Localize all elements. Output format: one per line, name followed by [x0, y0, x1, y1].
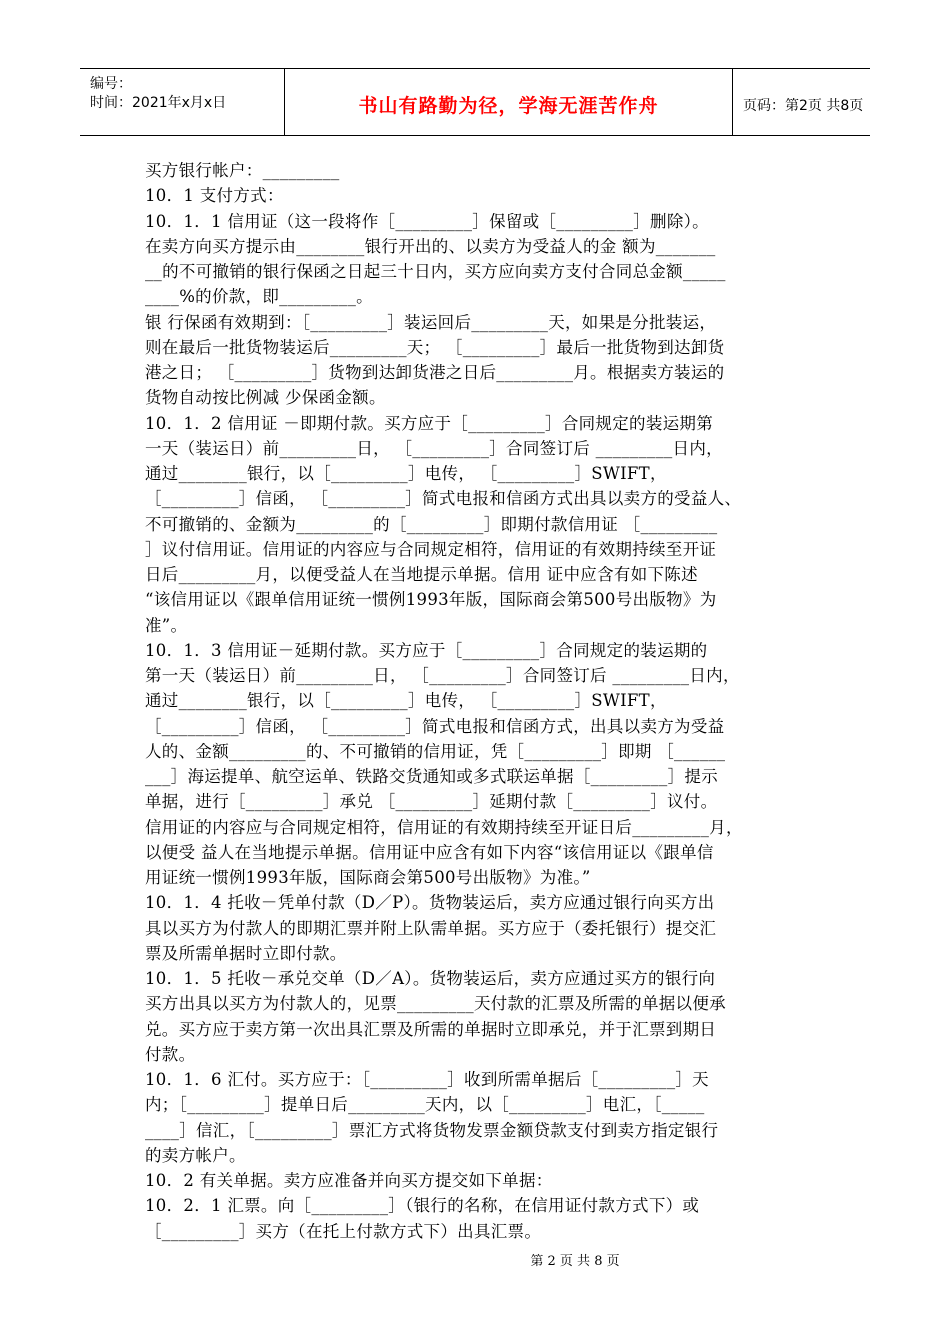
document-date-label: 时间：2021年x月x日 [90, 95, 227, 111]
header-page-cell [733, 69, 870, 135]
document-body [145, 158, 815, 1244]
body-line: 港之日； ［_________］货物到达卸货港之日后_________月。根据卖方装运的 [145, 363, 725, 382]
body-line: 货物自动按比例减 少保函金额。 [145, 388, 386, 408]
document-number-label: 编号： [90, 76, 132, 92]
body-line: 10．1．2 信用证 －即期付款。买方应于［_________］合同规定的装运期第 [145, 413, 714, 433]
header-motto: 书山有路勤为径，学海无涯苦作舟 [358, 95, 659, 117]
body-line: 10．1．1 信用证（这一段将作［_________］保留或［_________］删除）。 [145, 211, 709, 231]
body-line: 人的、金额_________的、不可撤销的信用证，凭［_________］即期 ［______ [145, 741, 726, 761]
body-line: 10．1．5 托收－承兑交单（D／A）。货物装运后，卖方应通过买方的银行向 [145, 969, 716, 988]
body-line: 日后_________月，以便受益人在当地提示单据。信用 证中应含有如下陈述 [145, 565, 698, 584]
body-line: 在卖方向买方提示由________银行开出的、以卖方为受益人的金 额为_______ [145, 236, 716, 256]
body-line: 通过________银行，以［_________］电传， ［_________］SWIFT， [145, 691, 667, 711]
body-line: 买方银行帐户：_________ [145, 161, 340, 180]
body-line: 的卖方帐户。 [145, 1145, 246, 1165]
body-line: 10．1．3 信用证－延期付款。买方应于［_________］合同规定的装运期的 [145, 640, 708, 660]
body-line: 具以买方为付款人的即期汇票并附上队需单据。买方应于（委托银行）提交汇 [145, 918, 717, 938]
body-line: 信用证的内容应与合同规定相符，信用证的有效期持续至开证日后_________月， [145, 817, 743, 837]
body-line: 10．1 支付方式： [145, 186, 284, 206]
body-line: 买方出具以买方为付款人的，见票_________天付款的汇票及所需的单据以便承 [145, 994, 726, 1014]
body-line: ［_________］信函， ［_________］简式电报和信函方式，出具以卖方为受益 [145, 716, 725, 736]
body-line: ____］信汇，［_________］票汇方式将货物发票金额贷款支付到卖方指定银行 [145, 1120, 719, 1140]
header-page-label: 页码：第2页 共8页 [743, 98, 864, 114]
body-line: 10．2 有关单据。卖方应准备并向买方提交如下单据： [145, 1171, 553, 1190]
body-line: 银 行保函有效期到：［_________］装运回后_________天，如果是分批装运， [145, 312, 717, 332]
body-line: 通过________银行，以［_________］电传， ［_________］SWIFT， [145, 464, 667, 483]
body-line: 用证统一惯例1993年版，国际商会第500号出版物》为准。” [145, 868, 591, 887]
body-line: 准”。 [145, 615, 188, 635]
body-line: ［_________］买方（在托上付款方式下）出具汇票。 [145, 1221, 542, 1241]
body-line: ____%的价款，即_________。 [145, 287, 373, 307]
body-line: ［_________］信函， ［_________］简式电报和信函方式出具以卖方的受益人、 [145, 489, 742, 509]
body-line: 内；［_________］提单日后_________天内，以［_________］电汇，［_____ [145, 1095, 705, 1115]
body-line: 则在最后一批货物装运后_________天； ［_________］最后一批货物到达卸货 [145, 337, 725, 357]
header-motto-cell [285, 69, 732, 135]
body-line: 票及所需单据时立即付款。 [145, 943, 347, 963]
header-meta [80, 69, 284, 135]
body-line: “该信用证以《跟单信用证统一惯例1993年版，国际商会第500号出版物》为 [145, 590, 717, 610]
body-line: 兑。买方应于卖方第一次出具汇票及所需的单据时立即承兑，并于汇票到期日 [145, 1019, 717, 1039]
body-line: ］议付信用证。信用证的内容应与合同规定相符，信用证的有效期持续至开证 [145, 539, 717, 559]
body-line: 一天（装运日）前_________日， ［_________］合同签订后 _________日内， [145, 438, 723, 458]
body-line: 付款。 [145, 1044, 196, 1064]
body-line: 不可撤销的、金额为_________的［_________］即期付款信用证 ［_________ [145, 514, 718, 534]
body-line: 10．2．1 汇票。向［_________］（银行的名称，在信用证付款方式下）或 [145, 1196, 700, 1216]
footer-page-number: 第 2 页 共 8 页 [530, 1254, 620, 1269]
page-header [80, 68, 870, 136]
body-line: 10．1．4 托收－凭单付款（D／P）。货物装运后，卖方应通过银行向买方出 [145, 893, 715, 913]
body-line: 以便受 益人在当地提示单据。信用证中应含有如下内容“该信用证以《跟单信 [145, 842, 714, 862]
body-line: 10．1．6 汇付。买方应于：［_________］收到所需单据后［_________］天 [145, 1070, 709, 1089]
body-line: 单据，进行［_________］承兑 ［_________］延期付款［_________］议付。 [145, 792, 718, 812]
body-line: 第一天（装运日）前_________日， ［_________］合同签订后 _________日内， [145, 666, 740, 685]
page-footer [0, 1250, 950, 1269]
body-line: ___］海运提单、航空运单、铁路交货通知或多式联运单据［_________］提示 [145, 767, 718, 786]
body-line: __的不可撤销的银行保函之日起三十日内，买方应向卖方支付合同总金额_____ [145, 262, 726, 281]
